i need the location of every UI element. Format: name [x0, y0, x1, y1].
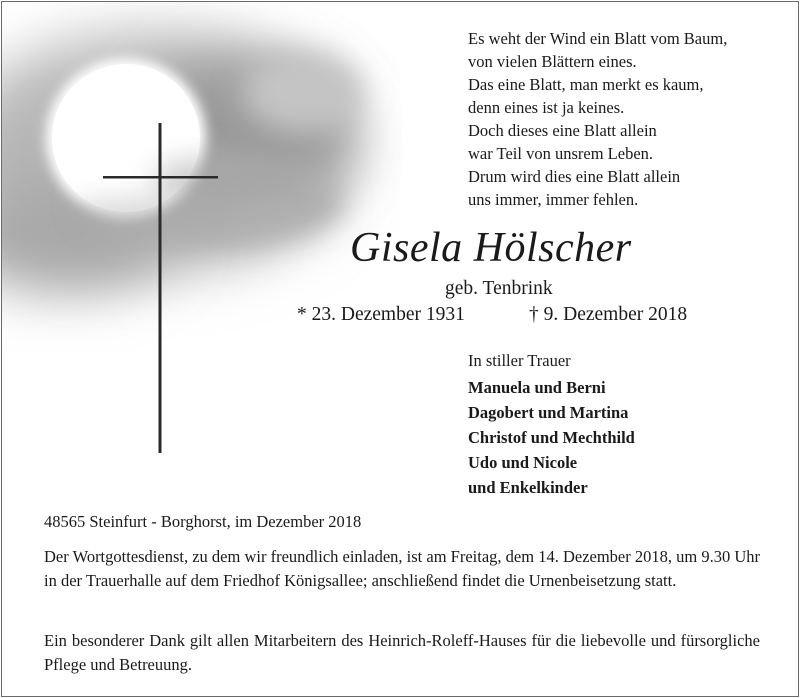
poem [468, 27, 788, 211]
poem-line: war Teil von unsrem Leben. [468, 144, 654, 163]
service-notice: Der Wortgottesdienst, zu dem wir freundlich einladen, ist am Freitag, dem 14. Dezember 2018, um 9.30 Uhr in der Trauerhalle auf dem Friedhof Königsallee; anschließend findet die Urnenbeisetzung statt. [44, 547, 760, 590]
poem-line: Doch dieses eine Blatt allein [468, 121, 657, 140]
poem-line: Es weht der Wind ein Blatt vom Baum, [468, 29, 728, 48]
deceased-name: Gisela Hölscher [350, 225, 632, 271]
birth-date: * 23. Dezember 1931 [297, 304, 465, 325]
obituary-card [1, 1, 799, 697]
poem-line: uns immer, immer fehlen. [468, 190, 639, 209]
poem-line: denn eines ist ja keines. [468, 98, 625, 117]
poem-line: von vielen Blättern eines. [468, 52, 637, 71]
poem-line: Drum wird dies eine Blatt allein [468, 167, 681, 186]
mourner-name: und Enkelkinder [468, 478, 588, 497]
place-and-date: 48565 Steinfurt - Borghorst, im Dezember 2018 [44, 512, 362, 531]
mourners-block [468, 351, 635, 500]
thanks-notice: Ein besonderer Dank gilt allen Mitarbeitern des Heinrich-Roleff-Hauses für die liebevolle und fürsorgliche Pflege und Betreuung. [44, 631, 760, 674]
mourners-intro: In stiller Trauer [468, 351, 571, 370]
cross-moon-artwork [2, 2, 402, 472]
mourner-name: Manuela und Berni [468, 378, 606, 397]
mourner-name: Christof und Mechthild [468, 428, 635, 447]
poem-line: Das eine Blatt, man merkt es kaum, [468, 75, 704, 94]
mourner-name: Udo und Nicole [468, 453, 578, 472]
mourner-name: Dagobert und Martina [468, 403, 629, 422]
maiden-name: geb. Tenbrink [445, 278, 553, 299]
death-date: † 9. Dezember 2018 [529, 304, 688, 325]
